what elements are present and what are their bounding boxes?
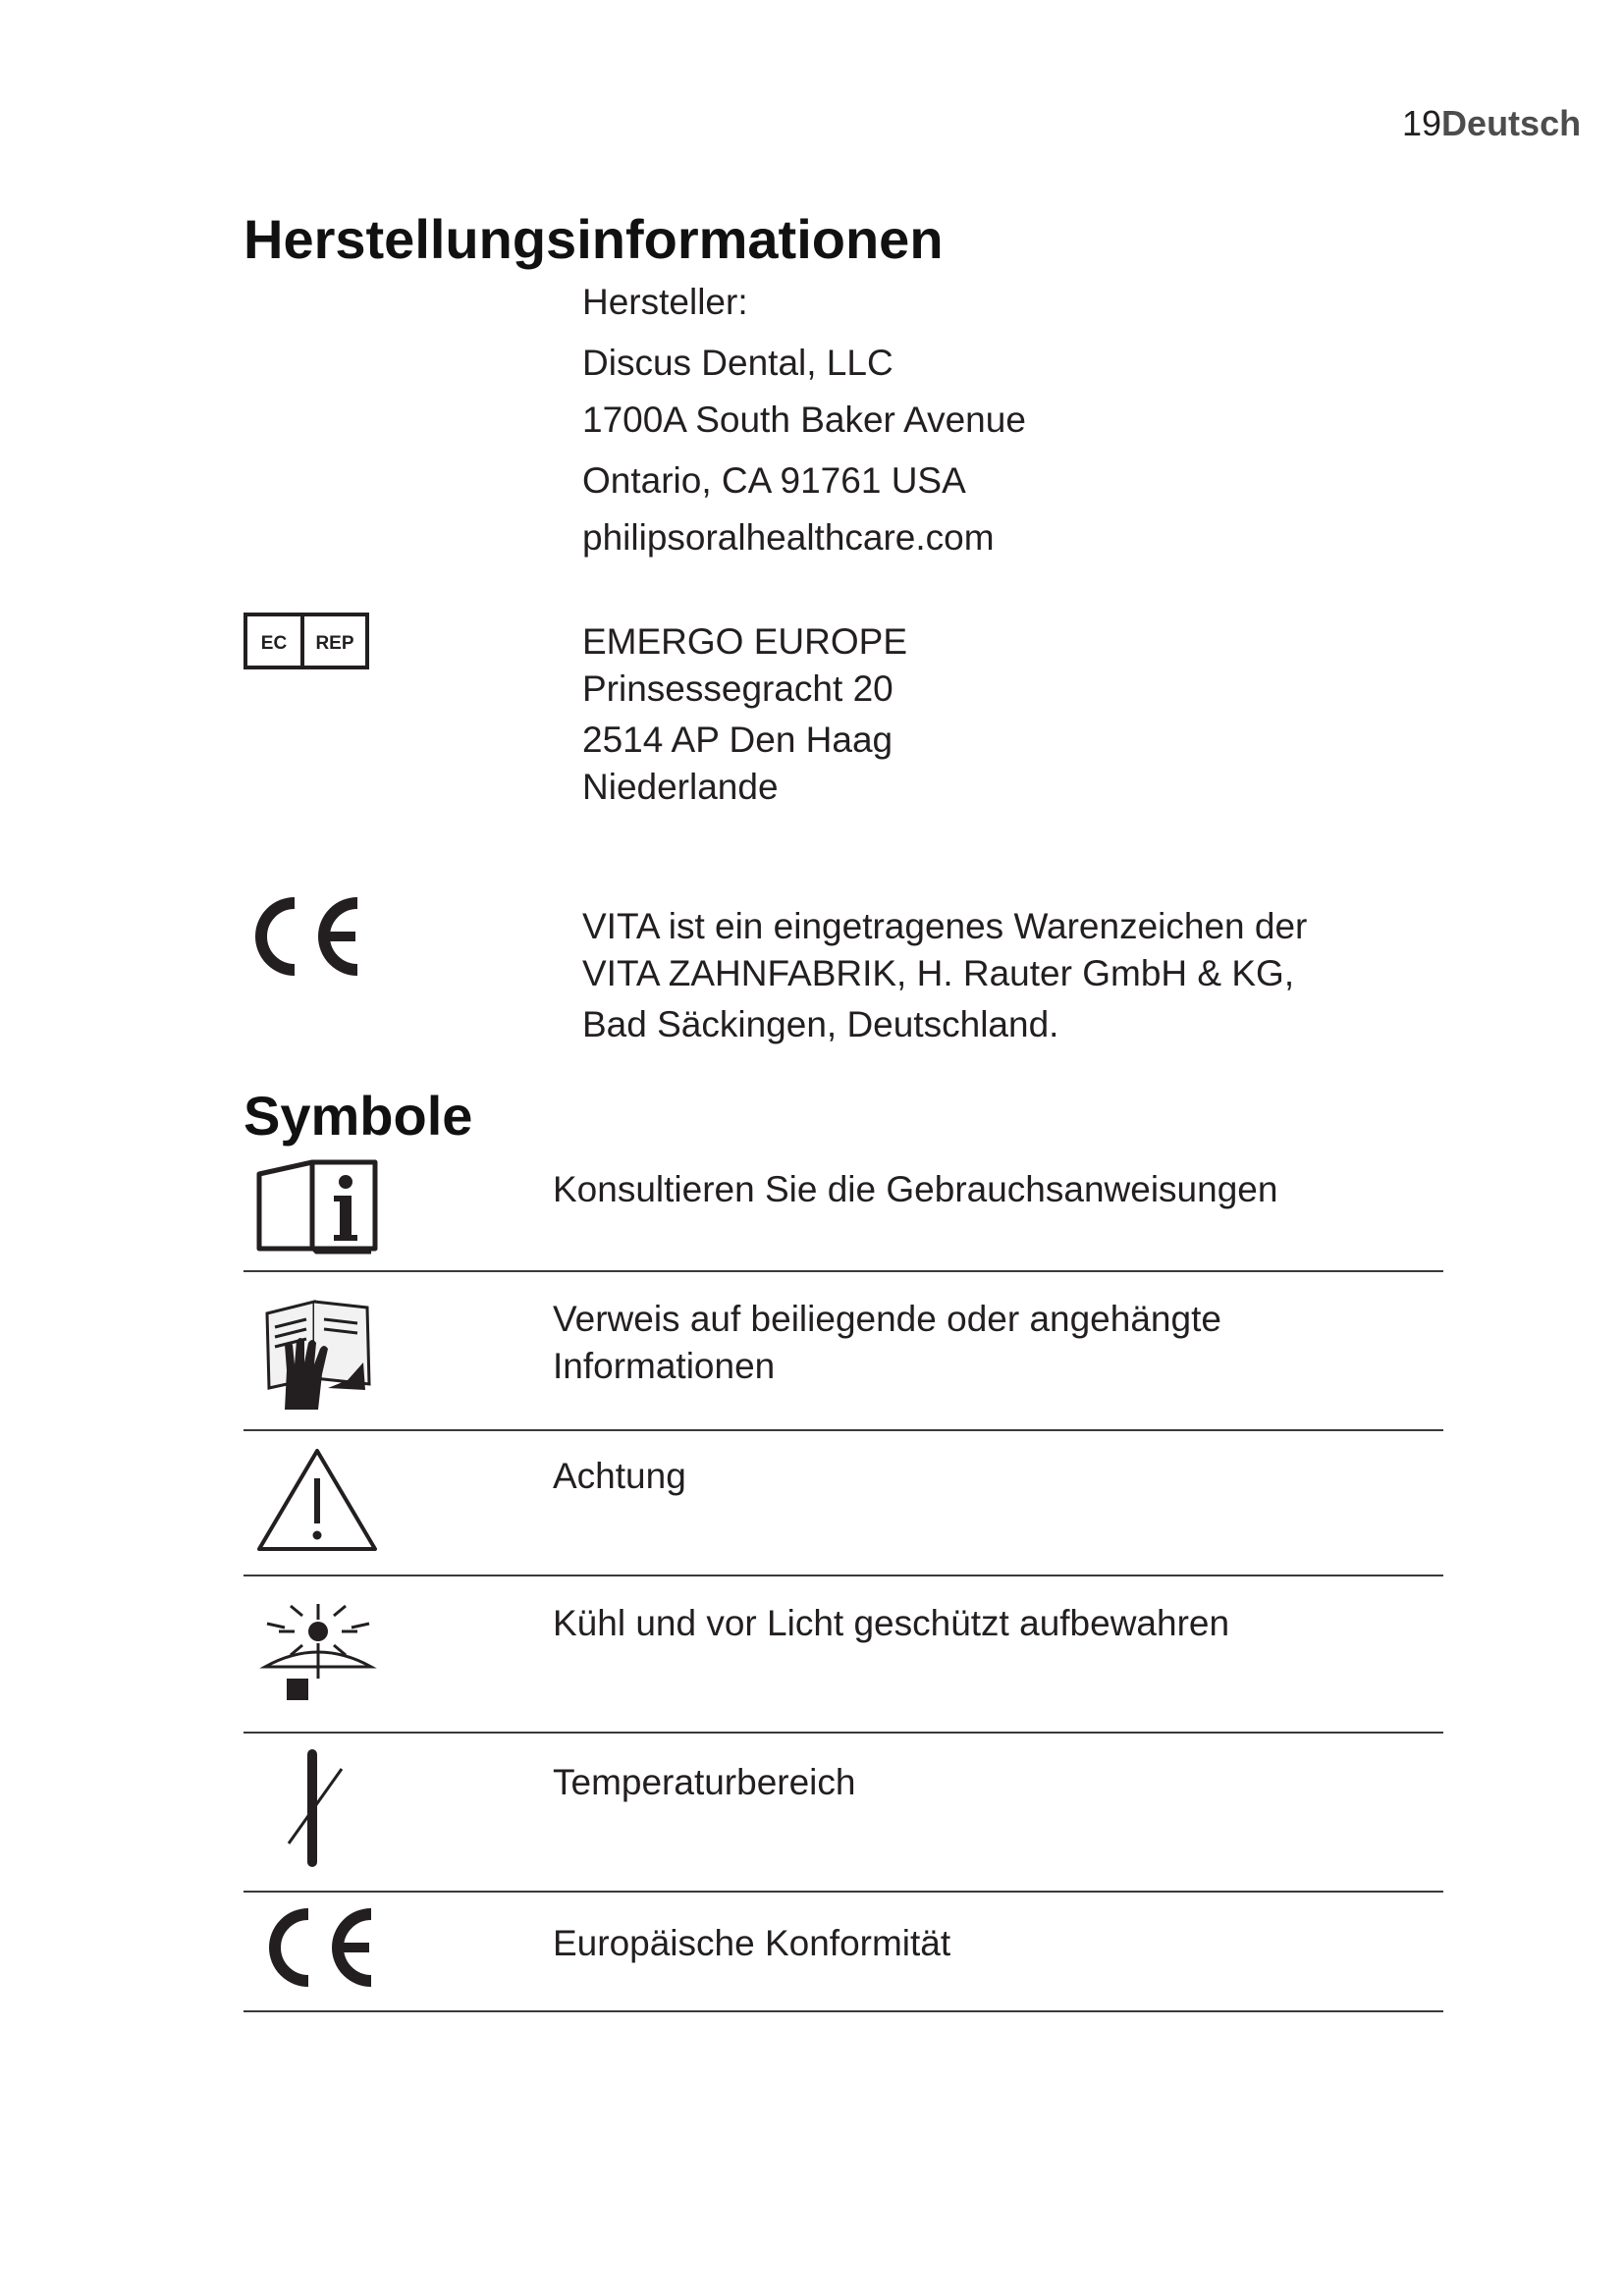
divider: [244, 1270, 1443, 1272]
thermometer-icon: [281, 1745, 350, 1871]
manufacturer-line: Discus Dental, LLC: [582, 343, 893, 383]
instructions-book-icon: [253, 1154, 381, 1255]
symbol-description: Europäische Konformität: [553, 1923, 951, 1963]
sunlight-umbrella-icon: [257, 1600, 379, 1702]
divider: [244, 2010, 1443, 2012]
ec-rep-left-text: EC: [260, 633, 288, 654]
symbol-description: Informationen: [553, 1346, 776, 1386]
symbol-description: Konsultieren Sie die Gebrauchsanweisungen: [553, 1169, 1278, 1209]
page-number-value: 19: [1402, 103, 1442, 143]
ec-rep-line: EMERGO EUROPE: [582, 621, 907, 662]
symbol-description: Temperaturbereich: [553, 1762, 856, 1802]
trademark-line: Bad Säckingen, Deutschland.: [582, 1004, 1059, 1044]
warning-triangle-icon: [253, 1445, 381, 1555]
hand-manual-icon: [257, 1294, 377, 1412]
divider: [244, 1732, 1443, 1734]
manufacturing-heading: Herstellungsinformationen: [244, 208, 944, 270]
symbol-description: Verweis auf beiliegende oder angehängte: [553, 1299, 1221, 1339]
divider: [244, 1429, 1443, 1431]
manufacturer-line: Ontario, CA 91761 USA: [582, 460, 966, 501]
language-label: Deutsch: [1441, 103, 1582, 143]
trademark-line: VITA ist ein eingetragenes Warenzeichen der: [582, 906, 1308, 946]
ec-rep-line: Prinsessegracht 20: [582, 668, 893, 709]
manufacturer-line: 1700A South Baker Avenue: [582, 400, 1026, 440]
manufacturer-website: philipsoralhealthcare.com: [582, 517, 995, 558]
divider: [244, 1575, 1443, 1576]
ec-rep-right-text: REP: [315, 633, 354, 654]
manufacturer-label: Hersteller:: [582, 282, 748, 322]
ce-mark-icon: [253, 1904, 381, 1991]
page-number: [1402, 102, 1582, 145]
ce-mark-icon: [242, 891, 365, 982]
trademark-line: VITA ZAHNFABRIK, H. Rauter GmbH & KG,: [582, 953, 1295, 993]
symbol-description: Achtung: [553, 1456, 686, 1496]
symbol-description: Kühl und vor Licht geschützt aufbewahren: [553, 1603, 1230, 1643]
ec-rep-line: Niederlande: [582, 767, 779, 807]
symbols-heading: Symbole: [244, 1085, 473, 1147]
ec-rep-icon: [244, 613, 369, 669]
ec-rep-line: 2514 AP Den Haag: [582, 720, 893, 760]
divider: [244, 1891, 1443, 1893]
